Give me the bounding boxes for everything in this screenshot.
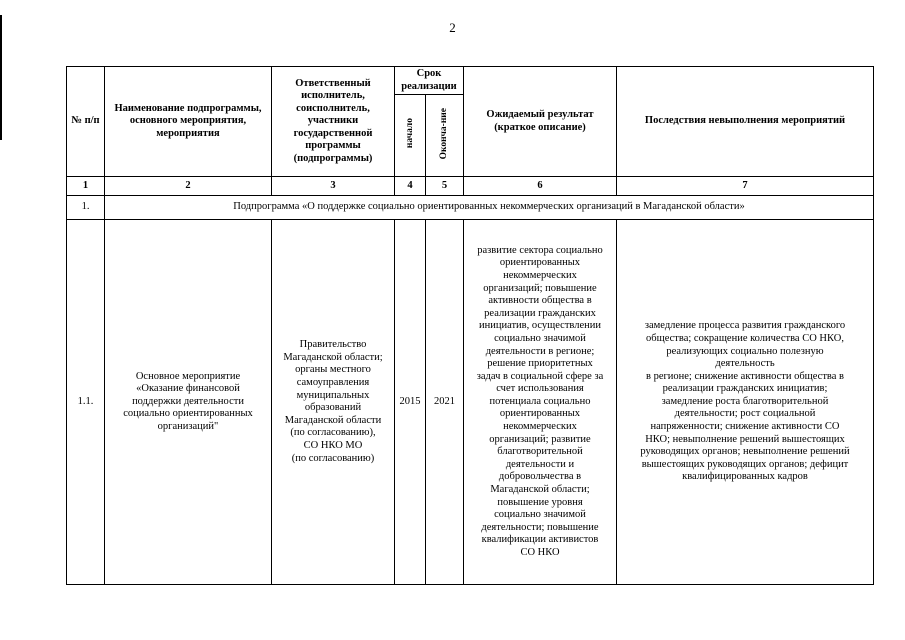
table-row bbox=[67, 220, 874, 585]
row-num: 1.1. bbox=[67, 220, 105, 585]
subprogram-title: Подпрограмма «О поддержке социально ориентированных некоммерческих организаций в Магаданской области» bbox=[105, 196, 874, 220]
header-end-cell bbox=[426, 95, 464, 177]
header-end: Оконча-ние bbox=[439, 107, 449, 160]
header-start: начало bbox=[404, 118, 415, 149]
header-consequences: Последствия невыполнения мероприятий bbox=[617, 67, 874, 177]
row-result: развитие сектора социально ориентированных некоммерческих организаций; повышение активности общества в реализации гражданских инициатив, осуществлении социально значимой деятельности в регионе; решение приоритетных задач в социальной сфере за счет использования потенциала социально ориентированных некоммерческих организаций; развитие благотворительной деятельности и добровольчества в Магаданской области; повышение уровня социально значимой деятельности; повышение квалификации активистов СО НКО bbox=[464, 220, 617, 585]
header-result: Ожидаемый результат (краткое описание) bbox=[464, 67, 617, 177]
row-responsible: Правительство Магаданской области; органы местного самоуправления муниципальных образований Магаданской области (по согласованию), СО НКО МО (по согласованию) bbox=[272, 220, 395, 585]
header-start-cell bbox=[395, 95, 426, 177]
column-number: 1 bbox=[67, 177, 105, 196]
header-num: № п/п bbox=[67, 67, 105, 177]
page-number: 2 bbox=[449, 20, 456, 35]
subprogram-row bbox=[67, 196, 874, 220]
column-number: 2 bbox=[105, 177, 272, 196]
header-name: Наименование подпрограммы, основного мероприятия, мероприятия bbox=[105, 67, 272, 177]
header-row-top bbox=[67, 67, 874, 95]
row-end: 2021 bbox=[426, 220, 464, 585]
column-number: 7 bbox=[617, 177, 874, 196]
header-term: Срок реализации bbox=[395, 67, 464, 95]
row-name: Основное мероприятие «Оказание финансовой поддержки деятельности социально ориентированных организаций" bbox=[105, 220, 272, 585]
column-number: 6 bbox=[464, 177, 617, 196]
column-number: 5 bbox=[426, 177, 464, 196]
column-number: 3 bbox=[272, 177, 395, 196]
row-consequences: замедление процесса развития гражданского общества; сокращение количества СО НКО, реализующих социально полезную деятельность в регионе; снижение активности общества в реализации гражданских инициатив; замедление роста благотворительной деятельности; рост социальной напряженности; снижение активности СО НКО; невыполнение решений вышестоящих руководящих органов; невыполнение решений вышестоящих руководящих органов; дефицит квалифицированных кадров bbox=[617, 220, 874, 585]
column-number: 4 bbox=[395, 177, 426, 196]
measures-table bbox=[66, 66, 874, 585]
row-start: 2015 bbox=[395, 220, 426, 585]
column-number-row bbox=[67, 177, 874, 196]
header-responsible: Ответственный исполнитель, соисполнитель, участники государственной программы (подпрограммы) bbox=[272, 67, 395, 177]
subprogram-num: 1. bbox=[67, 196, 105, 220]
